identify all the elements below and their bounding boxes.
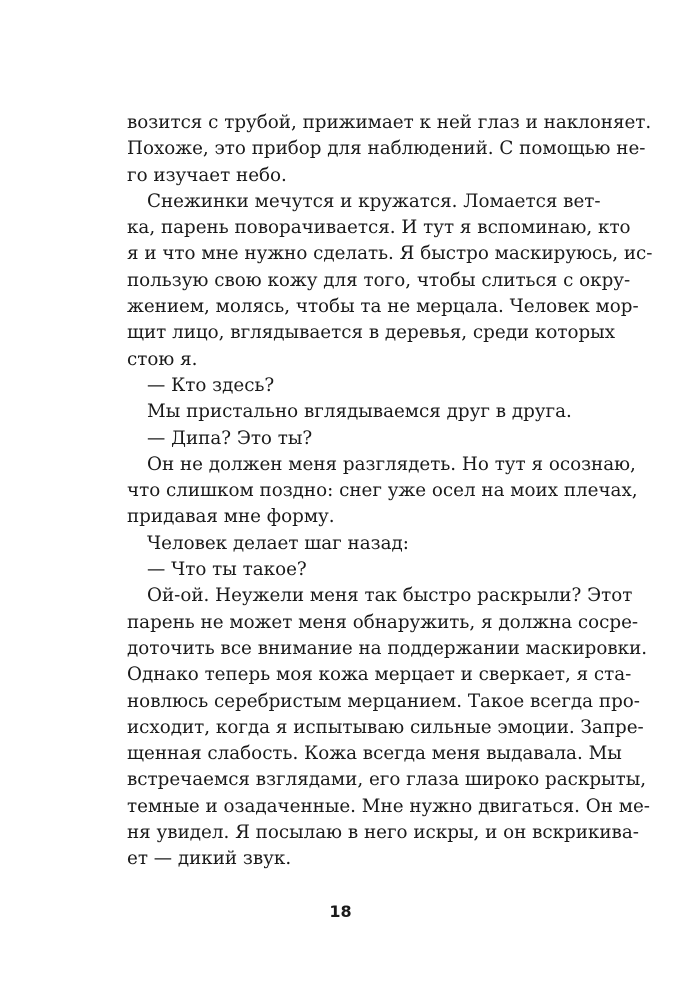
text-line: Похоже, это прибор для наблюдений. С помощью не- [127,138,646,160]
text-line: стою я. [127,348,198,370]
text-line: Снежинки мечутся и кружатся. Ломается вет- [147,190,601,212]
dialogue-line: — Кто здесь? [147,374,275,396]
text-line: исходит, когда я испытываю сильные эмоции. Запре- [127,716,644,738]
text-line: возится с трубой, прижимает к ней глаз и наклоняет. [127,112,652,133]
text-line: придавая мне форму. [127,506,335,528]
text-line: щенная слабость. Кожа всегда меня выдавала. Мы [127,743,622,765]
text-line: что слишком поздно: снег уже осел на моих плечах, [127,480,638,502]
text-line: щит лицо, вглядывается в деревья, среди которых [127,322,616,344]
text-line: доточить все внимание на поддержании маскировки. [127,637,648,659]
text-line: Однако теперь моя кожа мерцает и сверкает, я ста- [127,664,632,686]
text-line: Человек делает шаг назад: [147,532,409,554]
text-line: встречаемся взглядами, его глаза широко раскрыты, [127,769,647,791]
page-number: 18 [329,902,352,921]
text-line: Ой-ой. Неужели меня так быстро раскрыли? Этот [147,585,633,607]
text-line: жением, молясь, чтобы та не мерцала. Человек мор- [127,296,639,318]
text-line: я и что мне нужно сделать. Я быстро маскируюсь, ис- [127,243,653,265]
text-line: го изучает небо. [127,164,287,186]
text-line: ка, парень поворачивается. И тут я вспоминаю, кто [127,217,631,239]
dialogue-line: — Что ты такое? [147,559,307,581]
dialogue-line: — Дипа? Это ты? [147,427,313,449]
text-line: темные и озадаченные. Мне нужно двигаться. Он ме- [127,795,650,817]
text-line: парень не может меня обнаружить, я должна сосре- [127,611,639,633]
text-line: пользую свою кожу для того, чтобы слиться с окру- [127,269,631,291]
text-line: Мы пристально вглядываемся друг в друга. [147,401,572,423]
text-line: Он не должен меня разглядеть. Но тут я осознаю, [147,453,636,475]
text-line: новлюсь серебристым мерцанием. Такое всегда про- [127,690,640,712]
text-line: ет — дикий звук. [127,848,292,870]
body-text [127,110,653,873]
text-line: ня увидел. Я посылаю в него искры, и он вскрикива- [127,822,639,844]
